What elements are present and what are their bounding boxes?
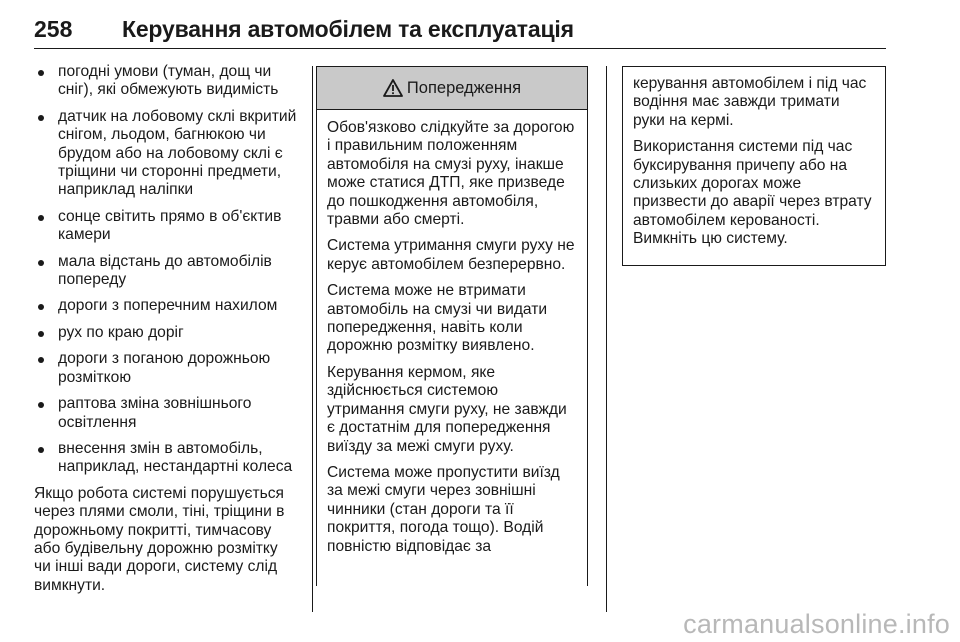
warning-paragraph: керування автомобілем і під час водіння має завжди тримати руки на кермі. <box>633 75 867 129</box>
page-title: Керування автомобілем та експлуатація <box>122 16 574 42</box>
page-number: 258 <box>34 16 73 42</box>
list-item: погодні умови (туман, дощ чи сніг), які обмежують видимість <box>34 63 298 100</box>
page-header <box>34 14 886 49</box>
list-item: рух по краю доріг <box>34 324 298 342</box>
warning-header <box>317 67 587 110</box>
list-item: внесення змін в автомобіль, наприклад, нестандартні колеса <box>34 440 298 477</box>
list-item: мала відстань до автомобілів попереду <box>34 253 298 290</box>
list-item: дороги з поганою дорожньою розміткою <box>34 350 298 387</box>
warning-box <box>316 66 588 586</box>
list-item: сонце світить прямо в об'єктив камери <box>34 208 298 245</box>
column-divider <box>312 66 313 612</box>
warning-box-continued <box>622 66 886 266</box>
warning-triangle-icon <box>383 79 403 97</box>
list-item: дороги з поперечним нахилом <box>34 297 298 315</box>
condition-list <box>34 63 298 477</box>
warning-title: Попередження <box>406 78 522 97</box>
warning-paragraph: Система може не втримати автомобіль на смузі чи видати попередження, навіть коли дорожню розмітку виявлено. <box>327 282 548 355</box>
warning-paragraph: Використання системи під час буксирування причепу або на слизьких дорогах може призвести до аварії через втрату автомобілем керованості. Вимкніть цю систему. <box>633 138 872 248</box>
warning-body <box>317 110 587 556</box>
list-item: датчик на лобовому склі вкритий снігом, льодом, багнюкою чи брудом або на лобовому склі є тріщини чи сторонні предмети, наприклад наліпки <box>34 108 298 200</box>
warning-paragraph: Система утримання смуги руху не керує автомобілем безперервно. <box>327 237 575 273</box>
watermark: carmanualsonline.info <box>683 609 950 639</box>
column-divider <box>606 66 607 612</box>
body-paragraph: Якщо робота системі порушується через плями смоли, тіні, тріщини в дорожньому покритті, тимчасову або будівельну дорожню розмітку чи інші вади дороги, систему слід вимкнути. <box>34 484 285 594</box>
warning-paragraph: Система може пропустити виїзд за межі смуги через зовнішні чинники (стан дороги та її покриття, погода тощо). Водій повністю відповідає за <box>327 463 560 555</box>
list-item: раптова зміна зовнішнього освітлення <box>34 395 298 432</box>
warning-paragraph: Обов'язково слідкуйте за дорогою і правильним положенням автомобіля на смузі руху, інакше може статися ДТП, яке призведе до пошкодження автомобіля, травми або смерті. <box>327 119 575 229</box>
warning-paragraph: Керування кермом, яке здійснюється системою утримання смуги руху, не завжди є достатнім для попередження виїзду за межі смуги руху. <box>327 363 567 455</box>
left-column <box>34 63 298 595</box>
